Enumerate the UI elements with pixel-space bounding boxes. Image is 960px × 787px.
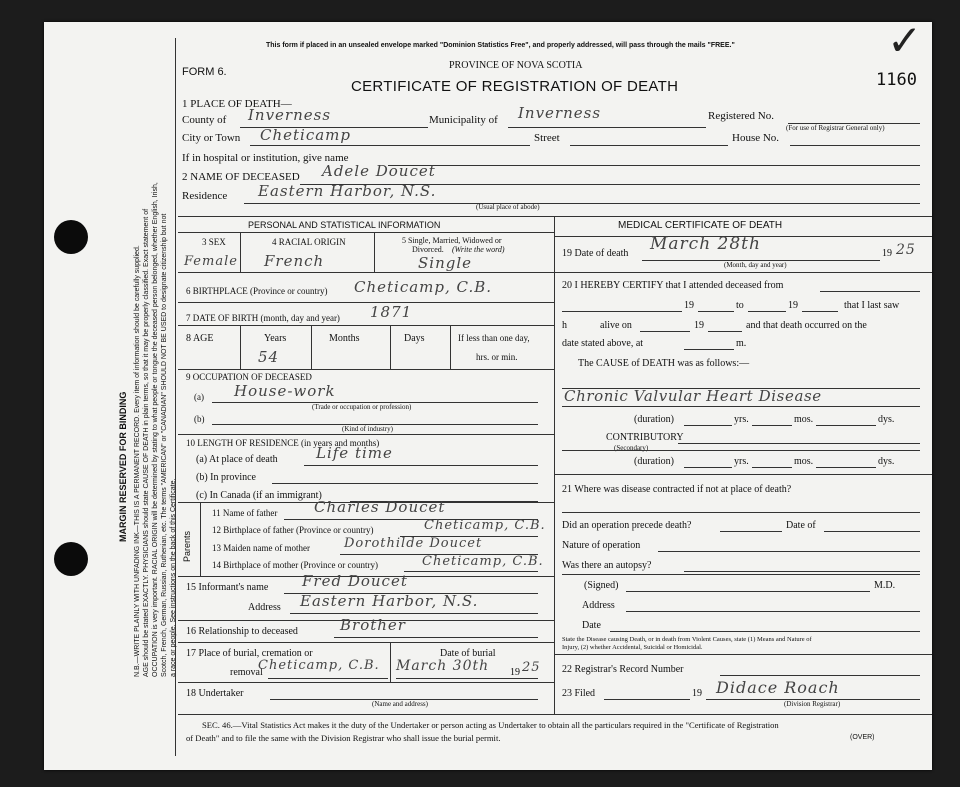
nature-of-operation-label: Nature of operation	[562, 540, 641, 551]
registrar-note: (Division Registrar)	[784, 700, 841, 708]
form-number: FORM 6.	[182, 66, 227, 78]
sec46-line-b: of Death" and to file the same with the Division Registrar who shall issue the burial permit.	[186, 733, 501, 743]
death-date-note: (Month, day and year)	[724, 261, 787, 269]
registrar-record-label: 22 Registrar's Record Number	[562, 664, 684, 675]
city-label: City or Town	[182, 132, 241, 144]
burial-removal-label: removal	[230, 667, 263, 678]
informant-address-label: Address	[248, 602, 281, 613]
registered-label: Registered No.	[708, 110, 774, 122]
cause-label: The CAUSE of DEATH was as follows:—	[578, 358, 750, 369]
mother-birth-value: Cheticamp, C.B.	[422, 554, 544, 569]
occupation-label: 9 OCCUPATION OF DECEASED	[186, 372, 312, 382]
age-years-value: 54	[258, 348, 280, 366]
burial-year-prefix: 19	[510, 667, 520, 678]
occupation-a-label: (a)	[194, 392, 204, 402]
hrs-min-label: hrs. or min.	[476, 352, 518, 362]
undertaker-note: (Name and address)	[372, 700, 428, 708]
death-year-value: 25	[896, 242, 916, 258]
death-date-value: March 28th	[650, 234, 761, 254]
marital-value: Single	[418, 254, 473, 272]
mailing-note: This form if placed in an unsealed envelope marked "Dominion Statistics Free", and properly addressed, will pass through the mails "FREE."	[266, 42, 735, 49]
in-province-label: (b) In province	[196, 472, 256, 483]
physician-date-label: Date	[582, 620, 601, 631]
autopsy-label: Was there an autopsy?	[562, 560, 652, 571]
contributory-label: CONTRIBUTORY	[606, 432, 684, 443]
occupation-b-label: (b)	[194, 414, 205, 424]
cause-mos-label: mos.	[794, 414, 814, 425]
alive-19-label: 19	[694, 320, 704, 331]
margin-instructions-1: N.B.—WRITE PLAINLY WITH UNFADING INK—THIS IS A PERMANENT RECORD. Every item of information should be carefully supplied.	[134, 245, 141, 677]
checkmark-icon: ✓	[887, 19, 923, 65]
residence-value: Eastern Harbor, N.S.	[258, 182, 437, 200]
street-label: Street	[534, 132, 560, 144]
alive-on-label: alive on	[600, 320, 632, 331]
m-suffix-label: m.	[736, 338, 747, 349]
violent-note-b: Injury, (2) whether Accidental, Suicidal or Homicidal.	[562, 644, 703, 651]
hospital-label: If in hospital or institution, give name	[182, 152, 349, 164]
deceased-name-value: Adele Doucet	[322, 162, 436, 180]
occupation-value: House-work	[234, 382, 336, 400]
father-birth-label: 12 Birthplace of father (Province or country)	[212, 525, 374, 535]
sec46-line-a: SEC. 46.—Vital Statistics Act makes it the duty of the Undertaker or person acting as Undertaker to obtain all the particulars required in the "Certificate of Registration	[202, 720, 779, 730]
birthplace-label: 6 BIRTHPLACE (Province or country)	[186, 286, 328, 296]
county-label: County of	[182, 114, 227, 126]
certify-19-b: 19	[788, 300, 798, 311]
registered-note: (For use of Registrar General only)	[786, 124, 885, 132]
contrib-duration-label: (duration)	[634, 456, 674, 467]
occupation-b-note: (Kind of industry)	[342, 425, 393, 433]
personal-heading: PERSONAL AND STATISTICAL INFORMATION	[248, 220, 441, 230]
operation-date-label: Date of	[786, 520, 816, 531]
contrib-dys-label: dys.	[878, 456, 895, 467]
filed-label: 23 Filed	[562, 688, 596, 699]
sex-value: Female	[184, 254, 238, 269]
city-value: Cheticamp	[260, 126, 352, 144]
margin-instructions-5: a race or people. See instructions on the back of this Certificate.	[170, 478, 177, 677]
sex-label: 3 SEX	[202, 237, 226, 247]
over-label: (OVER)	[850, 734, 875, 741]
dob-label: 7 DATE OF BIRTH (month, day and year)	[186, 313, 340, 323]
burial-place-label: 17 Place of burial, cremation or	[186, 648, 313, 659]
contrib-mos-label: mos.	[794, 456, 814, 467]
secondary-note: (Secondary)	[614, 444, 649, 452]
physician-address-label: Address	[582, 600, 615, 611]
months-label: Months	[329, 333, 360, 344]
residence-label: Residence	[182, 190, 228, 202]
dob-value: 1871	[370, 303, 413, 321]
contrib-yrs-label: yrs.	[734, 456, 749, 467]
residence-length-label: 10 LENGTH OF RESIDENCE (in years and months)	[186, 438, 380, 448]
marital-label-b: Divorced.	[412, 245, 444, 254]
at-place-value: Life time	[316, 444, 393, 462]
deceased-name-label: 2 NAME OF DECEASED	[182, 171, 300, 183]
death-certificate	[44, 19, 932, 770]
at-place-label: (a) At place of death	[196, 454, 278, 465]
certificate-number: 1160	[876, 70, 917, 90]
years-label: Years	[264, 333, 287, 344]
margin-divider	[175, 38, 176, 756]
last-saw-label: that I last saw	[844, 300, 900, 311]
father-birth-value: Cheticamp, C.B.	[424, 518, 546, 533]
parents-side-label: Parents	[182, 530, 192, 562]
certify-label: 20 I HEREBY CERTIFY that I attended deceased from	[562, 280, 784, 291]
cause-value: Chronic Valvular Heart Disease	[564, 387, 822, 405]
burial-place-value: Cheticamp, C.B.	[258, 658, 380, 673]
municipality-label: Municipality of	[429, 114, 498, 126]
informant-address-value: Eastern Harbor, N.S.	[300, 592, 479, 610]
margin-instructions-4: Scotch, French, German, Russian, Ruthenian, etc. The terms "AMERICAN" or "CANADIAN" SHOULD NOT BE USED to designate citizenship but not	[161, 213, 168, 677]
cause-duration-label: (duration)	[634, 414, 674, 425]
h-label: h	[562, 320, 567, 331]
md-label: M.D.	[874, 580, 896, 591]
cause-yrs-label: yrs.	[734, 414, 749, 425]
registrar-signature: Didace Roach	[716, 678, 840, 697]
province-heading: PROVINCE OF NOVA SCOTIA	[449, 60, 583, 71]
mother-birth-label: 14 Birthplace of mother (Province or country)	[212, 560, 378, 570]
mother-name-label: 13 Maiden name of mother	[212, 543, 310, 553]
margin-instructions-2: AGE should be stated EXACTLY. PHYSICIANS should state CAUSE OF DEATH in plain terms, so that it may be properly classified. Exact statement of	[143, 208, 150, 677]
racial-label: 4 RACIAL ORIGIN	[272, 237, 346, 247]
in-canada-label: (c) In Canada (if an immigrant)	[196, 490, 322, 501]
marital-label-a: 5 Single, Married, Widowed or	[402, 236, 502, 245]
relationship-label: 16 Relationship to deceased	[186, 626, 298, 637]
days-label: Days	[404, 333, 425, 344]
violent-note-a: State the Disease causing Death, or in death from Violent Causes, state (1) Means and Nature of	[562, 636, 812, 643]
binding-hole-bottom	[54, 542, 88, 576]
certificate-title: CERTIFICATE OF REGISTRATION OF DEATH	[351, 78, 679, 95]
relationship-value: Brother	[340, 616, 406, 634]
house-label: House No.	[732, 132, 780, 144]
burial-date-label: Date of burial	[440, 648, 496, 659]
margin-instructions-3: OCCUPATION is very important. RACIAL ORIGIN will be determined by stating to what people or tongue the deceased person belonged, whether English, Irish,	[152, 182, 159, 677]
cause-dys-label: dys.	[878, 414, 895, 425]
less-than-day-label: If less than one day,	[458, 333, 530, 343]
father-name-label: 11 Name of father	[212, 508, 278, 518]
date-stated-label: date stated above, at	[562, 338, 644, 349]
filed-year-prefix: 19	[692, 688, 702, 699]
certify-19-a: 19	[684, 300, 694, 311]
margin-binding-label: MARGIN RESERVED FOR BINDING	[118, 391, 128, 542]
burial-date-value: March 30th	[396, 658, 490, 674]
certify-to: to	[736, 300, 744, 311]
age-label: 8 AGE	[186, 333, 214, 344]
racial-value: French	[264, 252, 325, 270]
residence-note: (Usual place of abode)	[476, 203, 540, 211]
occurred-on-label: and that death occurred on the	[746, 320, 867, 331]
disease-contracted-label: 21 Where was disease contracted if not at place of death?	[562, 484, 792, 495]
undertaker-label: 18 Undertaker	[186, 688, 244, 699]
informant-name-label: 15 Informant's name	[186, 582, 269, 593]
burial-year-value: 25	[522, 660, 541, 675]
medical-heading: MEDICAL CERTIFICATE OF DEATH	[618, 220, 783, 231]
place-heading: 1 PLACE OF DEATH—	[182, 98, 292, 110]
birthplace-value: Cheticamp, C.B.	[354, 278, 493, 296]
father-name-value: Charles Doucet	[314, 498, 446, 516]
marital-label-c: (Write the word)	[452, 245, 505, 254]
death-year-prefix: 19	[882, 248, 892, 259]
municipality-value: Inverness	[518, 104, 602, 122]
signed-label: (Signed)	[584, 580, 619, 591]
county-value: Inverness	[248, 106, 332, 124]
informant-name-value: Fred Doucet	[302, 572, 408, 590]
death-date-label: 19 Date of death	[562, 248, 629, 259]
operation-label: Did an operation precede death?	[562, 520, 692, 531]
occupation-a-note: (Trade or occupation or profession)	[312, 403, 412, 411]
mother-name-value: Dorothilde Doucet	[344, 536, 483, 551]
binding-hole-top	[54, 220, 88, 254]
